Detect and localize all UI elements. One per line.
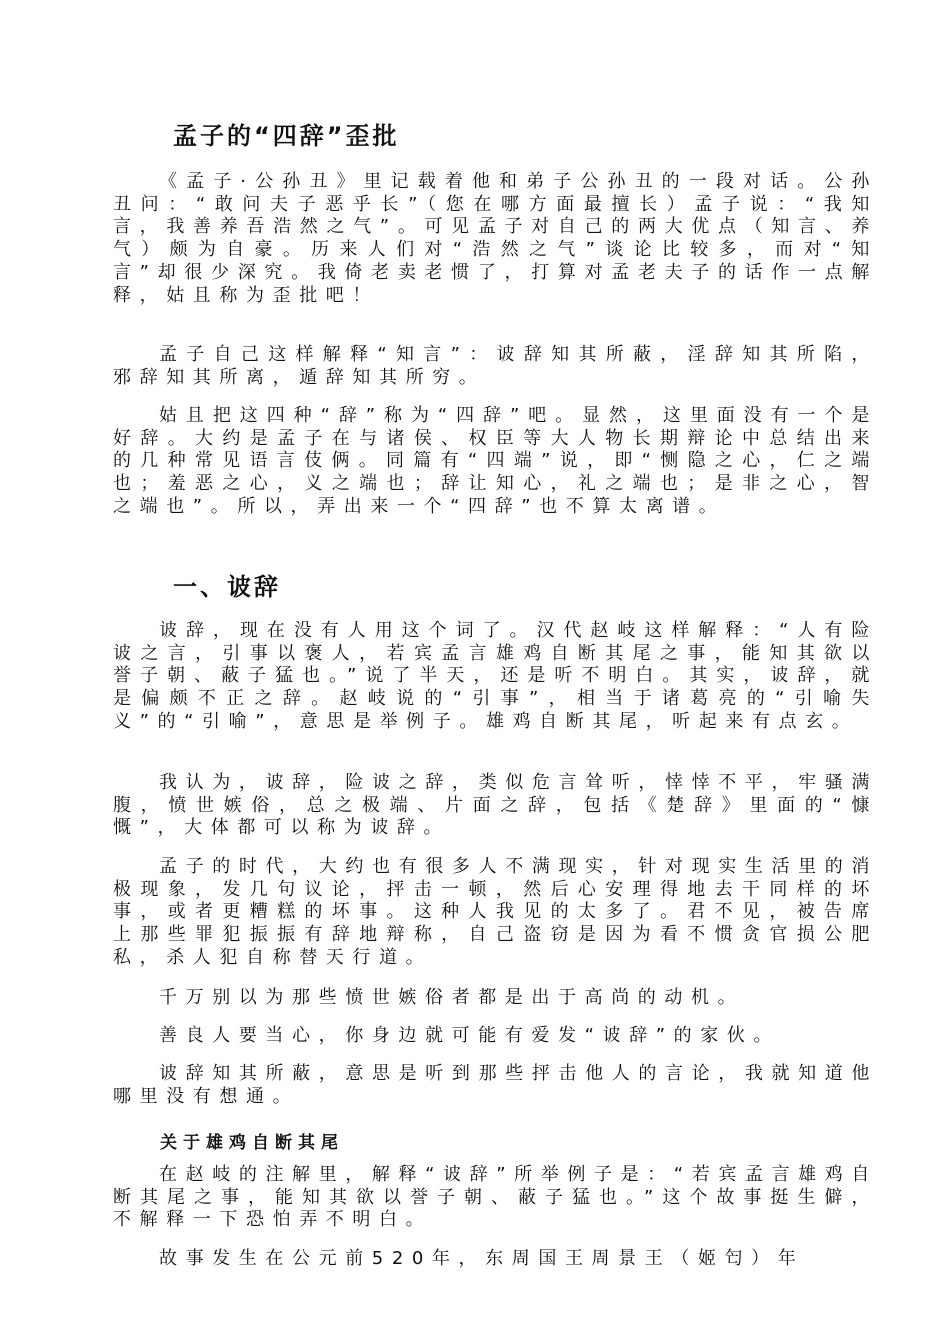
document-title: 孟子的“四辞”歪批: [173, 122, 400, 150]
paragraph: 善良人要当心，你身边就可能有爱发“诐辞”的家伙。: [159, 1025, 781, 1046]
paragraph: 孟子自己这样解释“知言”：诐辞知其所蔽，淫辞知其所陷，邪辞知其所离，遁辞知其所穷。: [113, 344, 878, 388]
section-heading: 一、诐辞: [173, 573, 281, 601]
paragraph: 诐辞，现在没有人用这个词了。汉代赵岐这样解释：“人有险诐之言，引事以褒人，若宾孟言雄鸡自断其尾之事，能知其欲以誉子朝、蔽子猛也。”说了半天，还是听不明白。其实，诐辞，就是偏颇不正之辞。赵岐说的“引事”，相当于诸葛亮的“引喻失义”的“引喻”，意思是举例子。雄鸡自断其尾，听起来有点玄。: [113, 620, 878, 732]
paragraph: 在赵岐的注解里，解释“诐辞”所举例子是：“若宾孟言雄鸡自断其尾之事，能知其欲以誉子朝、蔽子猛也。”这个故事挺生僻，不解释一下恐怕弄不明白。: [113, 1164, 878, 1231]
paragraph: 诐辞知其所蔽，意思是听到那些抨击他人的言论，我就知道他哪里没有想通。: [113, 1063, 878, 1107]
paragraph: 《孟子·公孙丑》里记载着他和弟子公孙丑的一段对话。公孙丑问：“敢问夫子恶乎长”（您在哪方面最擅长）孟子说：“我知言，我善养吾浩然之气”。可见孟子对自己的两大优点（知言、养气）颇为自豪。历来人们对“浩然之气”谈论比较多，而对“知言”却很少深究。我倚老卖老惯了，打算对孟老夫子的话作一点解释，姑且称为歪批吧！: [113, 171, 878, 306]
paragraph: 我认为，诐辞，险诐之辞，类似危言耸听，悻悻不平，牢骚满腹，愤世嫉俗，总之极端、片面之辞，包括《楚辞》里面的“慷慨”，大体都可以称为诐辞。: [113, 772, 878, 839]
paragraph: 姑且把这四种“辞”称为“四辞”吧。显然，这里面没有一个是好辞。大约是孟子在与诸侯、权臣等大人物长期辩论中总结出来的几种常见语言伎俩。同篇有“四端”说，即“恻隐之心，仁之端也；羞恶之心，义之端也；辞让知心，礼之端也；是非之心，智之端也”。所以，弄出来一个“四辞”也不算太离谱。: [113, 405, 878, 517]
paragraph: 孟子的时代，大约也有很多人不满现实，针对现实生活里的消极现象，发几句议论，抨击一顿，然后心安理得地去干同样的坏事，或者更糟糕的坏事。这种人我见的太多了。君不见，被告席上那些罪犯振振有辞地辩称，自己盗窃是因为看不惯贪官损公肥私，杀人犯自称替天行道。: [113, 856, 878, 968]
paragraph: 千万别以为那些愤世嫉俗者都是出于高尚的动机。: [159, 987, 745, 1008]
paragraph: 故事发生在公元前520年，东周国王周景王（姬匄）年: [159, 1248, 805, 1269]
subheading: 关于雄鸡自断其尾: [160, 1133, 344, 1153]
